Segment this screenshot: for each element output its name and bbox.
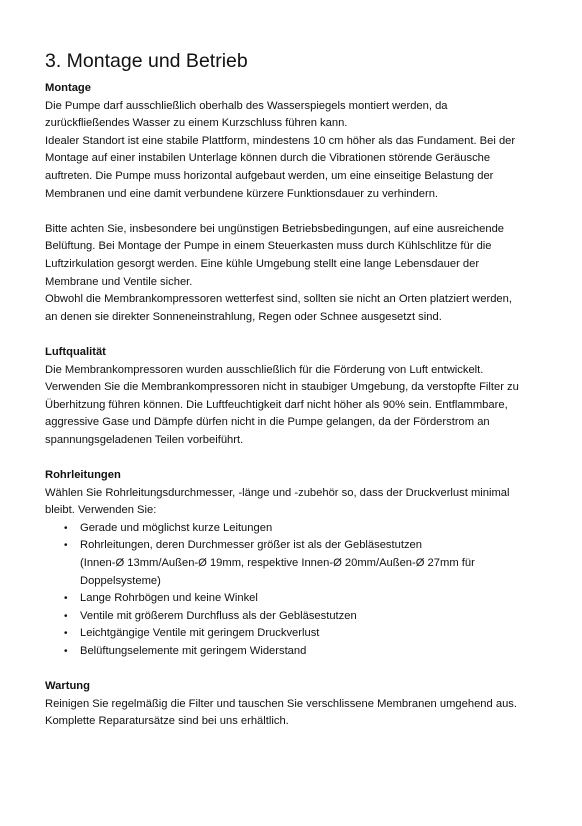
section-heading: Montage xyxy=(45,82,91,94)
text-line: aggressive Gase und Dämpfe dürfen nicht in die Pumpe gelangen, da der Förderstrom an xyxy=(45,416,490,429)
text-line: Membrane und Ventile sicher. xyxy=(45,275,193,288)
text-line: auftreten. Die Pumpe muss horizontal aufgebaut werden, um eine einseitige Belastung der xyxy=(45,169,494,182)
text-line: Komplette Reparatursätze sind bei uns erhältlich. xyxy=(45,715,289,728)
requirements-list xyxy=(45,520,542,661)
text-line: Reinigen Sie regelmäßig die Filter und tauschen Sie verschlissene Membranen umgehend aus. xyxy=(45,697,517,710)
list-item-text: Gerade und möglichst kurze Leitungen xyxy=(80,521,273,534)
section-heading: Rohrleitungen xyxy=(45,469,121,482)
text-line: Verwenden Sie die Membrankompressoren nicht in staubiger Umgebung, da verstopfte Filter zu xyxy=(45,381,519,394)
list-item xyxy=(45,625,542,643)
text-line: Belüftung. Bei Montage der Pumpe in einem Steuerkasten muss durch Kühlschlitze für die xyxy=(45,240,492,253)
text-line: Luftzirkulation gesorgt werden. Eine kühle Umgebung stellt eine lange Lebensdauer der xyxy=(45,257,480,270)
list-item xyxy=(45,520,542,538)
bullet-icon: • xyxy=(64,540,68,552)
list-item-text: (Innen-Ø 13mm/Außen-Ø 19mm, respektive Innen-Ø 20mm/Außen-Ø 27mm für xyxy=(80,557,475,570)
list-item-text: Lange Rohrbögen und keine Winkel xyxy=(80,592,258,605)
text-line: Bitte achten Sie, insbesondere bei ungünstigen Betriebsbedingungen, auf eine ausreichende xyxy=(45,222,505,235)
list-item xyxy=(45,608,542,626)
text-line: Überhitzung führen können. Die Luftfeuchtigkeit darf nicht höher als 90% sein. Entflammbare, xyxy=(45,398,508,411)
text-line: Obwohl die Membrankompressoren wetterfest sind, sollten sie nicht an Orten platziert werden, xyxy=(45,293,512,306)
section-gap xyxy=(45,326,542,344)
text-line: Idealer Standort ist eine stabile Plattform, mindestens 10 cm höher als das Fundament. Bei der xyxy=(45,134,516,147)
list-item-text: Ventile mit größerem Durchfluss als der Gebläsestutzen xyxy=(80,609,357,622)
bullet-icon: • xyxy=(64,522,68,534)
bullet-icon: • xyxy=(64,628,68,640)
list-item-text: Leichtgängige Ventile mit geringem Druckverlust xyxy=(80,627,320,640)
section-gap xyxy=(45,661,542,679)
section-gap xyxy=(45,449,542,467)
text-line: zurückfließendes Wasser zu einem Kurzschluss führen kann. xyxy=(45,117,348,130)
section-wartung xyxy=(45,678,542,731)
text-line: Die Pumpe darf ausschließlich oberhalb des Wasserspiegels montiert werden, da xyxy=(45,99,448,112)
text-line: Wählen Sie Rohrleitungsdurchmesser, -länge und -zubehör so, dass der Druckverlust minimal xyxy=(45,486,510,499)
section-rohrleitungen xyxy=(45,467,542,661)
page-title: 3. Montage und Betrieb xyxy=(45,50,248,72)
section-luftqualitaet xyxy=(45,344,542,450)
list-item-text: Belüftungselemente mit geringem Widerstand xyxy=(80,645,307,657)
text-line: spannungsgeladenen Teilen vorbeiführt. xyxy=(45,433,244,446)
list-item-text: Doppelsysteme) xyxy=(80,574,161,587)
section-montage xyxy=(45,80,542,326)
text-line: an denen sie direkter Sonneneinstrahlung, Regen oder Schnee ausgesetzt sind. xyxy=(45,310,442,323)
section-heading: Luftqualität xyxy=(45,345,106,358)
paragraph-gap xyxy=(45,203,542,221)
section-body xyxy=(45,98,542,327)
bullet-icon: • xyxy=(64,610,68,622)
list-item xyxy=(45,590,542,608)
text-line: Die Membrankompressoren wurden ausschließlich für die Förderung von Luft entwickelt. xyxy=(45,363,484,376)
section-heading: Wartung xyxy=(45,680,90,693)
list-item xyxy=(45,643,542,661)
bullet-icon: • xyxy=(64,646,68,657)
bullet-icon: • xyxy=(64,593,68,605)
text-line: Montage auf einer instabilen Unterlage können durch die Vibrationen störende Geräusche xyxy=(45,152,491,165)
text-line: bleibt. Verwenden Sie: xyxy=(45,504,157,517)
text-line: Membranen und eine damit verbundene kürzere Funktionsdauer zu verhindern. xyxy=(45,187,439,200)
list-item xyxy=(45,537,542,590)
list-item-text: Rohrleitungen, deren Durchmesser größer ist als der Gebläsestutzen xyxy=(80,539,423,552)
